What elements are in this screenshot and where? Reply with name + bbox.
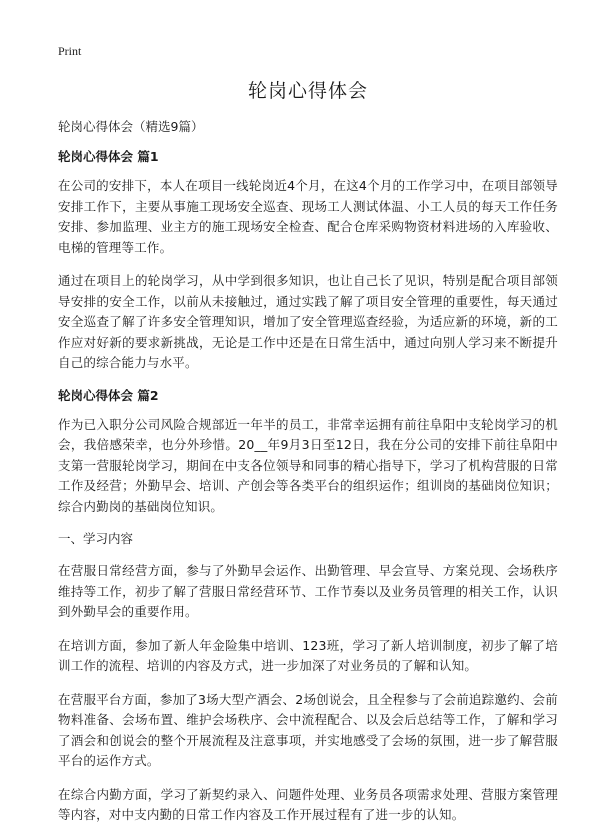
paragraph: 在综合内勤方面，学习了新契约录入、问题件处理、业务员各项需求处理、营服方案管理等内容，对中支内勤的日常工作内容及工作开展过程有了进一步的认知。 xyxy=(58,786,558,822)
paragraph: 在公司的安排下，本人在项目一线轮岗近4个月，在这4个月的工作学习中，在项目部领导安排工作下，主要从事施工现场安全巡查、现场工人测试体温、小工人员的每天工作任务安排、参加监理、业主方的施工现场安全检查、配合仓库采购物资材料进场的入库验收、电梯的管理等工作。 xyxy=(58,178,558,255)
paragraph: 在营服日常经营方面，参与了外勤早会运作、出勤管理、早会宣导、方案兑现、会场秩序维持等工作，初步了解了营服日常经营环节、工作节奏以及业务员管理的相关工作，认识到外勤早会的重要作用。 xyxy=(58,563,558,619)
section-heading-1: 轮岗心得体会 篇1 xyxy=(58,149,159,164)
paragraph: 在营服平台方面，参加了3场大型产酒会、2场创说会，且全程参与了会前追踪邀约、会前物料准备、会场布置、维护会场秩序、会中流程配合、以及会后总结等工作，了解和学习了酒会和创说会的整个开展流程及注意事项，并实地感受了会场的氛围，进一步了解营服平台的运作方式。 xyxy=(58,691,558,768)
subsection-heading: 一、学习内容 xyxy=(58,531,134,546)
paragraph: 在培训方面，参加了新人年金险集中培训、123班，学习了新人培训制度，初步了解了培训工作的流程、培训的内容及方式，进一步加深了对业务员的了解和认知。 xyxy=(58,637,558,673)
print-link[interactable]: Print xyxy=(58,44,82,58)
paragraph: 作为已入职分公司风险合规部近一年半的员工，非常幸运拥有前往阜阳中支轮岗学习的机会，我倍感荣幸，也分外珍惜。20__年9月3日至12日，我在分公司的安排下前往阜阳中支第一营服轮岗学习，期间在中支各位领导和同事的精心指导下，学习了机构营服的日常工作及经营；外勤早会、培训、产创会等各类平台的组织运作；组训岗的基础岗位知识；综合内勤岗的基础岗位知识。 xyxy=(58,416,558,514)
section-heading-2: 轮岗心得体会 篇2 xyxy=(58,387,159,403)
page-title: 轮岗心得体会 xyxy=(247,80,368,102)
document-subtitle: 轮岗心得体会（精选9篇） xyxy=(58,119,204,134)
paragraph: 通过在项目上的轮岗学习，从中学到很多知识，也让自己长了见识，特别是配合项目部领导安排的安全工作，以前从未接触过，通过实践了解了项目安全管理的重要性，每天通过安全巡查了解了许多安全管理知识，增加了安全管理巡查经验，为适应新的环境，新的工作应对好新的要求新挑战，无论是工作中还是在日常生活中，通过向别人学习来不断提升自己的综合能力与水平。 xyxy=(58,273,558,370)
